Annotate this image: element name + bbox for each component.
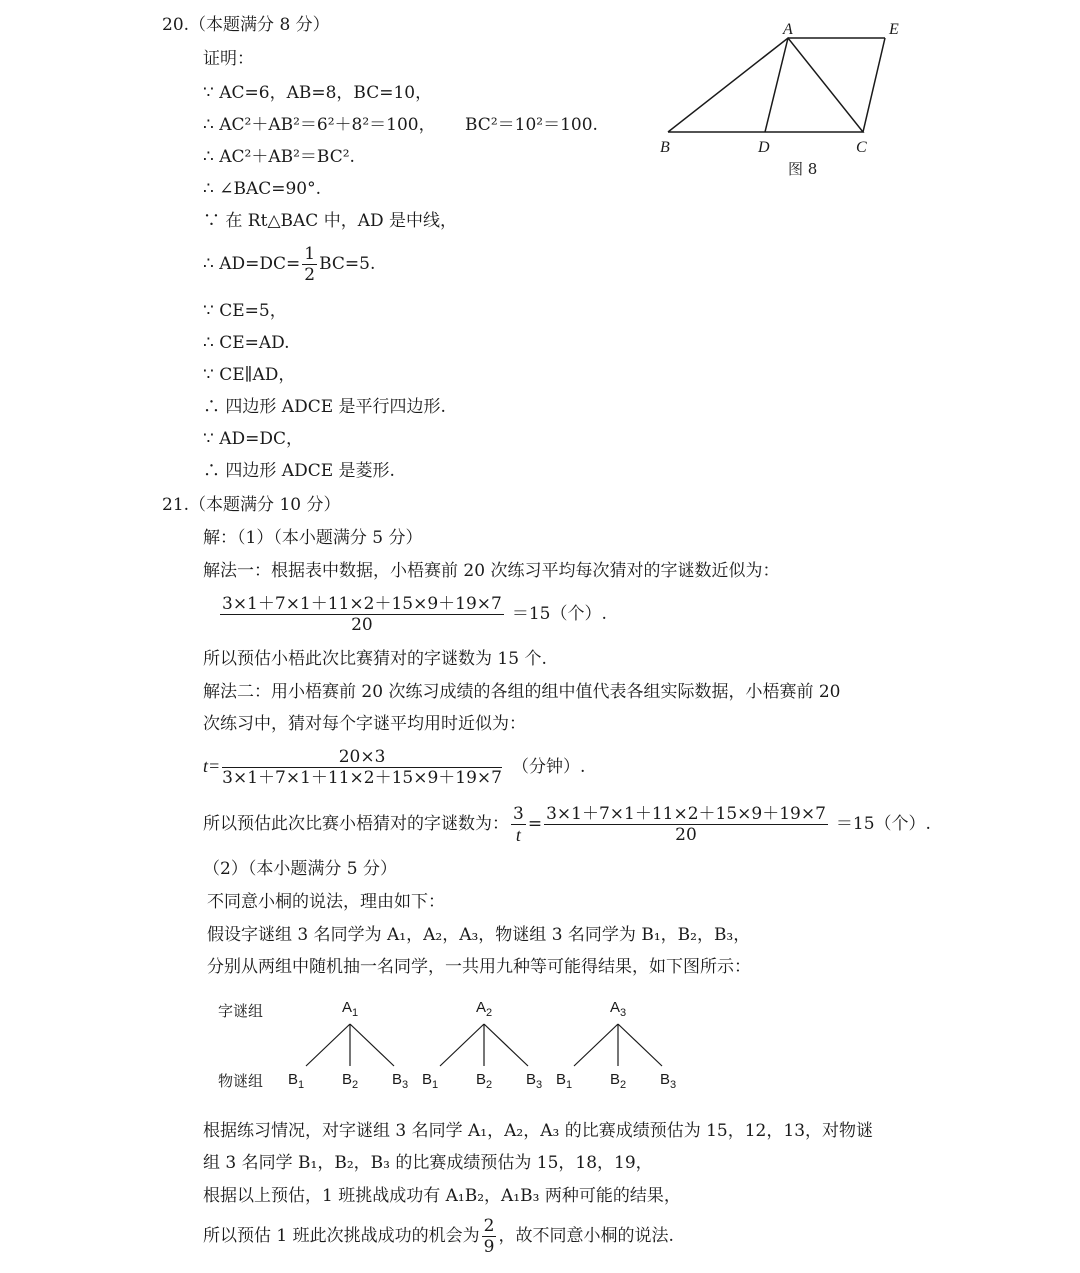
tree-leaf-a3-b3: $B_3$ bbox=[660, 1071, 677, 1091]
half-fraction bbox=[302, 244, 317, 285]
q21-m2-intro-2: 次练习中，猜对每个字谜平均用时近似为： bbox=[203, 714, 526, 734]
q21-p2-line-1: 不同意小桐的说法，理由如下： bbox=[207, 892, 445, 912]
point-d-label: D bbox=[758, 139, 770, 156]
m2-num: 20×3 bbox=[222, 747, 502, 768]
m2-big-den: 20 bbox=[675, 825, 697, 845]
q20-line-6-b: BC=5. bbox=[319, 254, 376, 274]
point-c-label: C bbox=[856, 139, 867, 156]
q21-p2-line-6: 根据以上预估，1 班挑战成功有 A₁B₂，A₁B₃ 两种可能的结果， bbox=[203, 1186, 681, 1206]
segment-ec bbox=[863, 38, 885, 132]
p2-l7-suffix: ，故不同意小桐的说法. bbox=[498, 1226, 674, 1246]
q20-line-12: ∴ 四边形 ADCE 是菱形. bbox=[203, 461, 395, 481]
m2-result: ＝15（个）. bbox=[835, 814, 931, 834]
tree-node-a3: $A_3$ bbox=[610, 999, 627, 1019]
m1-fraction bbox=[220, 594, 504, 635]
q20-line-1: ∵ AC=6，AB=8，BC=10， bbox=[203, 83, 433, 103]
m2-den: 3×1＋7×1＋11×2＋15×9＋19×7 bbox=[222, 768, 502, 788]
q20-line-8: ∴ CE=AD. bbox=[203, 333, 290, 353]
m2-eq: = bbox=[527, 814, 543, 834]
tree-branch-a1-b3 bbox=[350, 1024, 394, 1066]
point-e-label: E bbox=[889, 21, 899, 38]
tree-branch-a2-b1 bbox=[440, 1024, 484, 1066]
q20-line-11: ∵ AD=DC， bbox=[203, 429, 304, 449]
q21-p2-line-2: 假设字谜组 3 名同学为 A₁，A₂，A₃，物谜组 3 名同学为 B₁，B₂，B₃， bbox=[207, 925, 751, 945]
q20-line-6-a: ∴ AD=DC= bbox=[203, 254, 301, 274]
q21-p2-line-4: 根据练习情况，对字谜组 3 名同学 A₁，A₂，A₃ 的比赛成绩预估为 15，12，13，对物谜 bbox=[203, 1121, 874, 1141]
q20-line-3: ∴ AC²＋AB²＝BC². bbox=[203, 147, 355, 167]
m2-unit: （分钟）. bbox=[511, 757, 586, 777]
q21-m2-conclusion bbox=[203, 802, 931, 846]
m2-tvar: t bbox=[515, 825, 521, 845]
tree-branch-a3-b1 bbox=[574, 1024, 618, 1066]
m1-result: ＝15（个）. bbox=[511, 604, 607, 624]
m2-3-over-t bbox=[511, 804, 526, 845]
q20-line-7: ∵ CE=5， bbox=[203, 301, 287, 321]
q20-line-9: ∵ CE∥AD， bbox=[203, 365, 296, 385]
tree-branch-a3-b3 bbox=[618, 1024, 662, 1066]
tree-node-a2: $A_2$ bbox=[476, 999, 493, 1019]
tree-branch-a1-b1 bbox=[306, 1024, 350, 1066]
m2-big-num: 3×1＋7×1＋11×2＋15×9＋19×7 bbox=[546, 804, 826, 824]
prob-num: 2 bbox=[483, 1216, 495, 1236]
point-b-label: B bbox=[660, 139, 670, 156]
m1-den: 20 bbox=[351, 615, 373, 635]
q21-part1-header: 解：（1）（本小题满分 5 分） bbox=[203, 528, 423, 548]
q20-proof-label: 证明： bbox=[203, 49, 254, 69]
q20-line-5: ∵ 在 Rt△BAC 中，AD 是中线， bbox=[203, 211, 458, 231]
m2-fraction bbox=[222, 747, 502, 788]
q21-p2-line-7 bbox=[203, 1214, 674, 1258]
m1-num: 3×1＋7×1＋11×2＋15×9＋19×7 bbox=[222, 594, 502, 614]
tree-leaf-a1-b2: $B_2$ bbox=[342, 1071, 359, 1091]
segment-ad bbox=[765, 38, 788, 132]
q20-line-2b: BC²＝10²＝100. bbox=[465, 115, 598, 135]
tree-leaf-a2-b2: $B_2$ bbox=[476, 1071, 493, 1091]
tree-branch-a2-b3 bbox=[484, 1024, 528, 1066]
m2-3: 3 bbox=[513, 804, 524, 824]
prob-fraction bbox=[482, 1216, 497, 1257]
q20-line-6 bbox=[203, 242, 375, 286]
tree-leaf-a2-b1: $B_1$ bbox=[422, 1071, 439, 1091]
half-num: 1 bbox=[304, 244, 316, 264]
tree-leaf-a1-b1: $B_1$ bbox=[288, 1071, 305, 1091]
m2-t: t= bbox=[203, 756, 221, 776]
tree-leaf-a1-b3: $B_3$ bbox=[392, 1071, 409, 1091]
q21-m1-intro: 解法一：根据表中数据，小梧赛前 20 次练习平均每次猜对的字谜数近似为： bbox=[203, 561, 780, 581]
tree-node-a1: $A_1$ bbox=[342, 999, 359, 1019]
q21-m1-conclusion: 所以预估小梧此次比赛猜对的字谜数为 15 个. bbox=[203, 649, 547, 669]
tree-row1-label: 字谜组 bbox=[218, 1003, 264, 1020]
q20-line-10: ∴ 四边形 ADCE 是平行四边形. bbox=[203, 397, 446, 417]
p2-l7-prefix: 所以预估 1 班此次挑战成功的机会为 bbox=[203, 1226, 480, 1246]
m2-conc-prefix: 所以预估此次比赛小梧猜对的字谜数为： bbox=[203, 814, 509, 834]
q21-m2-intro-1: 解法二：用小梧赛前 20 次练习成绩的各组的组中值代表各组实际数据，小梧赛前 20 bbox=[203, 682, 841, 702]
tree-leaf-a3-b2: $B_2$ bbox=[610, 1071, 627, 1091]
q21-header: 21.（本题满分 10 分） bbox=[162, 495, 341, 515]
prob-den: 9 bbox=[483, 1237, 495, 1257]
q21-m2-expr bbox=[203, 744, 585, 789]
q21-m1-expr bbox=[218, 592, 607, 636]
q21-p2-line-3: 分别从两组中随机抽一名同学，一共用九种等可能得结果，如下图所示： bbox=[207, 957, 751, 977]
m2-big-fraction bbox=[544, 804, 828, 845]
q21-part2-header: （2）（本小题满分 5 分） bbox=[203, 859, 397, 879]
tree-leaf-a2-b3: $B_3$ bbox=[526, 1071, 543, 1091]
half-den: 2 bbox=[304, 265, 316, 285]
q20-header: 20.（本题满分 8 分） bbox=[162, 15, 330, 35]
triangle-abc bbox=[668, 38, 863, 132]
tree-row2-label: 物谜组 bbox=[218, 1073, 264, 1090]
q21-p2-line-5: 组 3 名同学 B₁，B₂，B₃ 的比赛成绩预估为 15，18，19， bbox=[203, 1153, 653, 1173]
figure-caption: 图 8 bbox=[788, 160, 818, 178]
point-a-label: A bbox=[783, 21, 793, 38]
tree-diagram bbox=[210, 992, 700, 1104]
figure-8 bbox=[650, 18, 920, 188]
q20-line-4: ∴ ∠BAC=90°. bbox=[203, 179, 322, 199]
q20-line-2: ∴ AC²＋AB²＝6²＋8²＝100， bbox=[203, 115, 436, 135]
tree-leaf-a3-b1: $B_1$ bbox=[556, 1071, 573, 1091]
